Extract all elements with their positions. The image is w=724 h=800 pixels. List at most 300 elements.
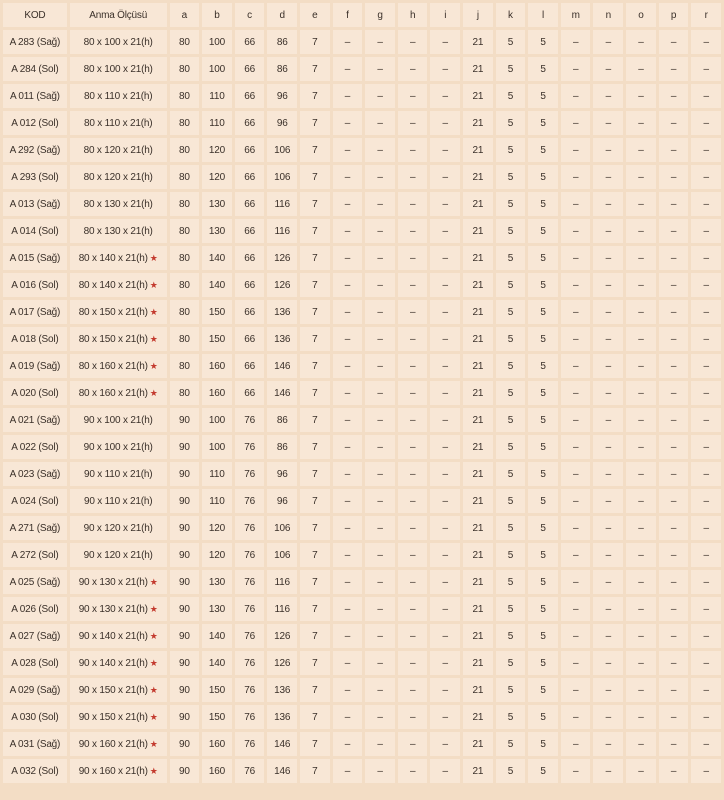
- nominal-size-cell: [70, 489, 167, 513]
- value-cell: –: [365, 705, 395, 729]
- value-cell: 100: [202, 57, 232, 81]
- value-cell: 5: [528, 138, 558, 162]
- star-icon: ★: [149, 279, 158, 290]
- value-cell: –: [365, 489, 395, 513]
- value-cell: –: [365, 543, 395, 567]
- kod-cell: A 019 (Sağ): [3, 354, 67, 378]
- value-cell: 96: [267, 111, 297, 135]
- value-cell: 5: [496, 273, 526, 297]
- value-cell: 21: [463, 516, 493, 540]
- value-cell: 5: [496, 570, 526, 594]
- value-cell: 116: [267, 219, 297, 243]
- nominal-size-text: 80 x 100 x 21(h): [83, 36, 153, 48]
- value-cell: –: [659, 138, 689, 162]
- value-cell: –: [430, 543, 460, 567]
- table-row: [3, 30, 721, 54]
- value-cell: 100: [202, 408, 232, 432]
- table-row: [3, 111, 721, 135]
- value-cell: –: [561, 327, 591, 351]
- value-cell: –: [626, 273, 656, 297]
- value-cell: 80: [170, 111, 200, 135]
- value-cell: 7: [300, 327, 330, 351]
- table-body: [3, 30, 721, 783]
- value-cell: 21: [463, 570, 493, 594]
- value-cell: –: [430, 192, 460, 216]
- table-row: [3, 246, 721, 270]
- value-cell: 66: [235, 30, 265, 54]
- star-icon: ★: [149, 711, 158, 722]
- value-cell: 116: [267, 192, 297, 216]
- value-cell: –: [430, 759, 460, 783]
- value-cell: 21: [463, 759, 493, 783]
- column-header: r: [691, 3, 721, 27]
- column-header: m: [561, 3, 591, 27]
- value-cell: –: [333, 462, 363, 486]
- value-cell: 146: [267, 759, 297, 783]
- kod-cell: A 271 (Sağ): [3, 516, 67, 540]
- table-row: [3, 705, 721, 729]
- value-cell: –: [626, 165, 656, 189]
- value-cell: –: [365, 273, 395, 297]
- value-cell: –: [333, 219, 363, 243]
- value-cell: 21: [463, 543, 493, 567]
- kod-cell: A 013 (Sağ): [3, 192, 67, 216]
- value-cell: 21: [463, 597, 493, 621]
- value-cell: –: [561, 732, 591, 756]
- table-row: [3, 192, 721, 216]
- kod-cell: A 015 (Sağ): [3, 246, 67, 270]
- value-cell: 7: [300, 624, 330, 648]
- nominal-size-cell: [70, 408, 167, 432]
- value-cell: –: [659, 246, 689, 270]
- value-cell: 7: [300, 597, 330, 621]
- value-cell: –: [430, 138, 460, 162]
- star-icon: ★: [149, 657, 158, 668]
- value-cell: –: [626, 138, 656, 162]
- table-row: [3, 138, 721, 162]
- value-cell: –: [398, 192, 428, 216]
- value-cell: –: [593, 516, 623, 540]
- value-cell: –: [626, 246, 656, 270]
- column-header: l: [528, 3, 558, 27]
- value-cell: –: [398, 516, 428, 540]
- value-cell: 90: [170, 651, 200, 675]
- value-cell: –: [365, 732, 395, 756]
- value-cell: 7: [300, 219, 330, 243]
- value-cell: 80: [170, 246, 200, 270]
- nominal-size-cell: [70, 435, 167, 459]
- nominal-size-cell: [70, 651, 167, 675]
- value-cell: –: [593, 759, 623, 783]
- value-cell: –: [333, 570, 363, 594]
- nominal-size-cell: [70, 192, 167, 216]
- value-cell: 7: [300, 462, 330, 486]
- value-cell: –: [561, 273, 591, 297]
- table-row: [3, 165, 721, 189]
- value-cell: –: [333, 408, 363, 432]
- value-cell: –: [365, 192, 395, 216]
- value-cell: 5: [496, 327, 526, 351]
- value-cell: –: [430, 705, 460, 729]
- value-cell: 5: [528, 489, 558, 513]
- value-cell: 5: [496, 219, 526, 243]
- kod-cell: A 021 (Sağ): [3, 408, 67, 432]
- value-cell: 5: [496, 732, 526, 756]
- kod-cell: A 022 (Sol): [3, 435, 67, 459]
- nominal-size-cell: [70, 111, 167, 135]
- nominal-size-text: 90 x 150 x 21(h): [78, 711, 148, 723]
- column-header: n: [593, 3, 623, 27]
- kod-cell: A 024 (Sol): [3, 489, 67, 513]
- value-cell: –: [333, 381, 363, 405]
- value-cell: –: [561, 759, 591, 783]
- table-header-row: [3, 3, 721, 27]
- value-cell: –: [626, 435, 656, 459]
- value-cell: –: [430, 408, 460, 432]
- value-cell: –: [691, 57, 721, 81]
- value-cell: –: [626, 732, 656, 756]
- value-cell: 5: [528, 354, 558, 378]
- value-cell: 120: [202, 165, 232, 189]
- value-cell: –: [626, 84, 656, 108]
- value-cell: 7: [300, 246, 330, 270]
- value-cell: 7: [300, 138, 330, 162]
- value-cell: –: [659, 543, 689, 567]
- value-cell: 126: [267, 273, 297, 297]
- value-cell: 21: [463, 30, 493, 54]
- value-cell: –: [333, 111, 363, 135]
- column-header: p: [659, 3, 689, 27]
- value-cell: –: [626, 192, 656, 216]
- value-cell: 110: [202, 111, 232, 135]
- value-cell: –: [561, 516, 591, 540]
- value-cell: –: [333, 246, 363, 270]
- value-cell: –: [659, 111, 689, 135]
- value-cell: –: [365, 759, 395, 783]
- nominal-size-text: 80 x 160 x 21(h): [78, 387, 148, 399]
- nominal-size-text: 90 x 160 x 21(h): [78, 738, 148, 750]
- value-cell: 90: [170, 543, 200, 567]
- nominal-size-cell: [70, 246, 167, 270]
- value-cell: 76: [235, 435, 265, 459]
- kod-cell: A 018 (Sol): [3, 327, 67, 351]
- value-cell: –: [593, 300, 623, 324]
- value-cell: 90: [170, 435, 200, 459]
- value-cell: –: [691, 732, 721, 756]
- value-cell: –: [333, 327, 363, 351]
- value-cell: –: [659, 435, 689, 459]
- value-cell: 21: [463, 462, 493, 486]
- nominal-size-text: 80 x 150 x 21(h): [78, 333, 148, 345]
- value-cell: –: [398, 435, 428, 459]
- value-cell: 5: [528, 57, 558, 81]
- value-cell: –: [593, 597, 623, 621]
- column-header: a: [170, 3, 200, 27]
- value-cell: –: [365, 381, 395, 405]
- value-cell: –: [333, 705, 363, 729]
- value-cell: –: [626, 327, 656, 351]
- value-cell: 7: [300, 192, 330, 216]
- table-row: [3, 462, 721, 486]
- value-cell: 160: [202, 381, 232, 405]
- value-cell: –: [398, 462, 428, 486]
- value-cell: 66: [235, 273, 265, 297]
- value-cell: –: [365, 111, 395, 135]
- value-cell: 146: [267, 381, 297, 405]
- value-cell: 150: [202, 705, 232, 729]
- value-cell: 5: [496, 597, 526, 621]
- value-cell: 21: [463, 678, 493, 702]
- value-cell: –: [659, 219, 689, 243]
- value-cell: –: [398, 300, 428, 324]
- value-cell: –: [659, 57, 689, 81]
- value-cell: 80: [170, 327, 200, 351]
- value-cell: 90: [170, 462, 200, 486]
- kod-cell: A 012 (Sol): [3, 111, 67, 135]
- value-cell: –: [691, 678, 721, 702]
- value-cell: –: [365, 300, 395, 324]
- column-header: b: [202, 3, 232, 27]
- value-cell: 66: [235, 138, 265, 162]
- column-header: d: [267, 3, 297, 27]
- nominal-size-text: 90 x 140 x 21(h): [78, 657, 148, 669]
- value-cell: –: [430, 381, 460, 405]
- kod-cell: A 029 (Sağ): [3, 678, 67, 702]
- nominal-size-text: 90 x 100 x 21(h): [83, 414, 153, 426]
- nominal-size-cell: [70, 543, 167, 567]
- value-cell: –: [430, 732, 460, 756]
- value-cell: –: [593, 246, 623, 270]
- value-cell: 7: [300, 408, 330, 432]
- value-cell: –: [659, 300, 689, 324]
- star-icon: ★: [149, 360, 158, 371]
- value-cell: –: [626, 543, 656, 567]
- value-cell: 5: [528, 516, 558, 540]
- value-cell: –: [365, 678, 395, 702]
- star-icon: ★: [149, 684, 158, 695]
- value-cell: 5: [496, 408, 526, 432]
- value-cell: 66: [235, 381, 265, 405]
- value-cell: –: [691, 624, 721, 648]
- value-cell: 5: [528, 111, 558, 135]
- value-cell: –: [659, 192, 689, 216]
- value-cell: 86: [267, 30, 297, 54]
- value-cell: –: [430, 57, 460, 81]
- value-cell: –: [398, 624, 428, 648]
- value-cell: 76: [235, 705, 265, 729]
- value-cell: 140: [202, 273, 232, 297]
- value-cell: 160: [202, 354, 232, 378]
- value-cell: –: [626, 597, 656, 621]
- value-cell: –: [659, 489, 689, 513]
- value-cell: –: [626, 57, 656, 81]
- nominal-size-cell: [70, 354, 167, 378]
- value-cell: –: [691, 246, 721, 270]
- table-row: [3, 678, 721, 702]
- value-cell: –: [593, 651, 623, 675]
- value-cell: –: [659, 732, 689, 756]
- kod-cell: A 293 (Sol): [3, 165, 67, 189]
- nominal-size-cell: [70, 300, 167, 324]
- value-cell: 7: [300, 570, 330, 594]
- value-cell: 5: [528, 300, 558, 324]
- table-row: [3, 300, 721, 324]
- value-cell: 21: [463, 138, 493, 162]
- value-cell: –: [626, 111, 656, 135]
- table-row: [3, 570, 721, 594]
- star-icon: ★: [149, 387, 158, 398]
- star-icon: ★: [149, 306, 158, 317]
- value-cell: –: [365, 246, 395, 270]
- value-cell: 21: [463, 705, 493, 729]
- value-cell: –: [398, 732, 428, 756]
- column-header: f: [333, 3, 363, 27]
- value-cell: 160: [202, 732, 232, 756]
- value-cell: 66: [235, 111, 265, 135]
- value-cell: 21: [463, 327, 493, 351]
- value-cell: 126: [267, 246, 297, 270]
- value-cell: –: [333, 435, 363, 459]
- value-cell: –: [398, 678, 428, 702]
- nominal-size-text: 80 x 110 x 21(h): [84, 117, 153, 129]
- value-cell: 5: [528, 381, 558, 405]
- value-cell: 90: [170, 489, 200, 513]
- value-cell: –: [626, 678, 656, 702]
- value-cell: –: [398, 543, 428, 567]
- value-cell: –: [626, 219, 656, 243]
- value-cell: 21: [463, 732, 493, 756]
- value-cell: –: [398, 651, 428, 675]
- value-cell: –: [398, 30, 428, 54]
- kod-cell: A 272 (Sol): [3, 543, 67, 567]
- table-row: [3, 759, 721, 783]
- value-cell: –: [333, 651, 363, 675]
- value-cell: –: [398, 246, 428, 270]
- nominal-size-cell: [70, 327, 167, 351]
- value-cell: –: [593, 111, 623, 135]
- value-cell: –: [430, 570, 460, 594]
- value-cell: 5: [528, 732, 558, 756]
- value-cell: 5: [496, 246, 526, 270]
- value-cell: –: [398, 138, 428, 162]
- column-header: c: [235, 3, 265, 27]
- table-row: [3, 408, 721, 432]
- nominal-size-cell: [70, 84, 167, 108]
- value-cell: –: [333, 354, 363, 378]
- value-cell: –: [333, 192, 363, 216]
- value-cell: 150: [202, 678, 232, 702]
- value-cell: –: [626, 516, 656, 540]
- table-row: [3, 624, 721, 648]
- nominal-size-cell: [70, 273, 167, 297]
- value-cell: –: [691, 570, 721, 594]
- nominal-size-cell: [70, 759, 167, 783]
- nominal-size-text: 80 x 100 x 21(h): [83, 63, 153, 75]
- value-cell: –: [593, 273, 623, 297]
- value-cell: 5: [528, 705, 558, 729]
- value-cell: –: [365, 354, 395, 378]
- value-cell: –: [659, 570, 689, 594]
- value-cell: –: [365, 435, 395, 459]
- value-cell: 66: [235, 165, 265, 189]
- value-cell: –: [398, 165, 428, 189]
- value-cell: –: [430, 84, 460, 108]
- value-cell: –: [691, 759, 721, 783]
- value-cell: 7: [300, 705, 330, 729]
- value-cell: –: [333, 165, 363, 189]
- value-cell: 5: [528, 84, 558, 108]
- value-cell: 96: [267, 462, 297, 486]
- value-cell: 7: [300, 300, 330, 324]
- value-cell: 7: [300, 354, 330, 378]
- value-cell: 76: [235, 516, 265, 540]
- value-cell: –: [398, 489, 428, 513]
- value-cell: –: [659, 462, 689, 486]
- value-cell: 106: [267, 543, 297, 567]
- value-cell: 5: [496, 516, 526, 540]
- nominal-size-text: 80 x 110 x 21(h): [84, 90, 153, 102]
- kod-cell: A 026 (Sol): [3, 597, 67, 621]
- kod-cell: A 025 (Sağ): [3, 570, 67, 594]
- value-cell: –: [691, 300, 721, 324]
- table-row: [3, 219, 721, 243]
- value-cell: –: [398, 57, 428, 81]
- value-cell: 7: [300, 273, 330, 297]
- value-cell: –: [593, 570, 623, 594]
- kod-cell: A 030 (Sol): [3, 705, 67, 729]
- value-cell: 5: [528, 597, 558, 621]
- value-cell: 21: [463, 246, 493, 270]
- value-cell: –: [561, 597, 591, 621]
- value-cell: –: [398, 273, 428, 297]
- value-cell: –: [430, 435, 460, 459]
- value-cell: 5: [528, 759, 558, 783]
- value-cell: 80: [170, 219, 200, 243]
- value-cell: 21: [463, 381, 493, 405]
- value-cell: –: [691, 138, 721, 162]
- value-cell: 5: [496, 381, 526, 405]
- value-cell: 90: [170, 408, 200, 432]
- nominal-size-text: 80 x 130 x 21(h): [83, 225, 153, 237]
- column-header: k: [496, 3, 526, 27]
- table-row: [3, 84, 721, 108]
- nominal-size-cell: [70, 732, 167, 756]
- value-cell: 76: [235, 408, 265, 432]
- nominal-size-text: 90 x 150 x 21(h): [78, 684, 148, 696]
- value-cell: –: [659, 30, 689, 54]
- value-cell: –: [691, 273, 721, 297]
- value-cell: 86: [267, 408, 297, 432]
- value-cell: 21: [463, 408, 493, 432]
- value-cell: –: [365, 597, 395, 621]
- value-cell: 76: [235, 489, 265, 513]
- value-cell: 5: [528, 165, 558, 189]
- value-cell: –: [691, 165, 721, 189]
- nominal-size-cell: [70, 678, 167, 702]
- value-cell: 7: [300, 84, 330, 108]
- value-cell: –: [333, 138, 363, 162]
- value-cell: –: [430, 678, 460, 702]
- table-row: [3, 354, 721, 378]
- nominal-size-cell: [70, 462, 167, 486]
- value-cell: 90: [170, 597, 200, 621]
- value-cell: –: [659, 678, 689, 702]
- value-cell: 5: [496, 435, 526, 459]
- kod-cell: A 027 (Sağ): [3, 624, 67, 648]
- value-cell: –: [593, 543, 623, 567]
- value-cell: –: [691, 84, 721, 108]
- nominal-size-cell: [70, 597, 167, 621]
